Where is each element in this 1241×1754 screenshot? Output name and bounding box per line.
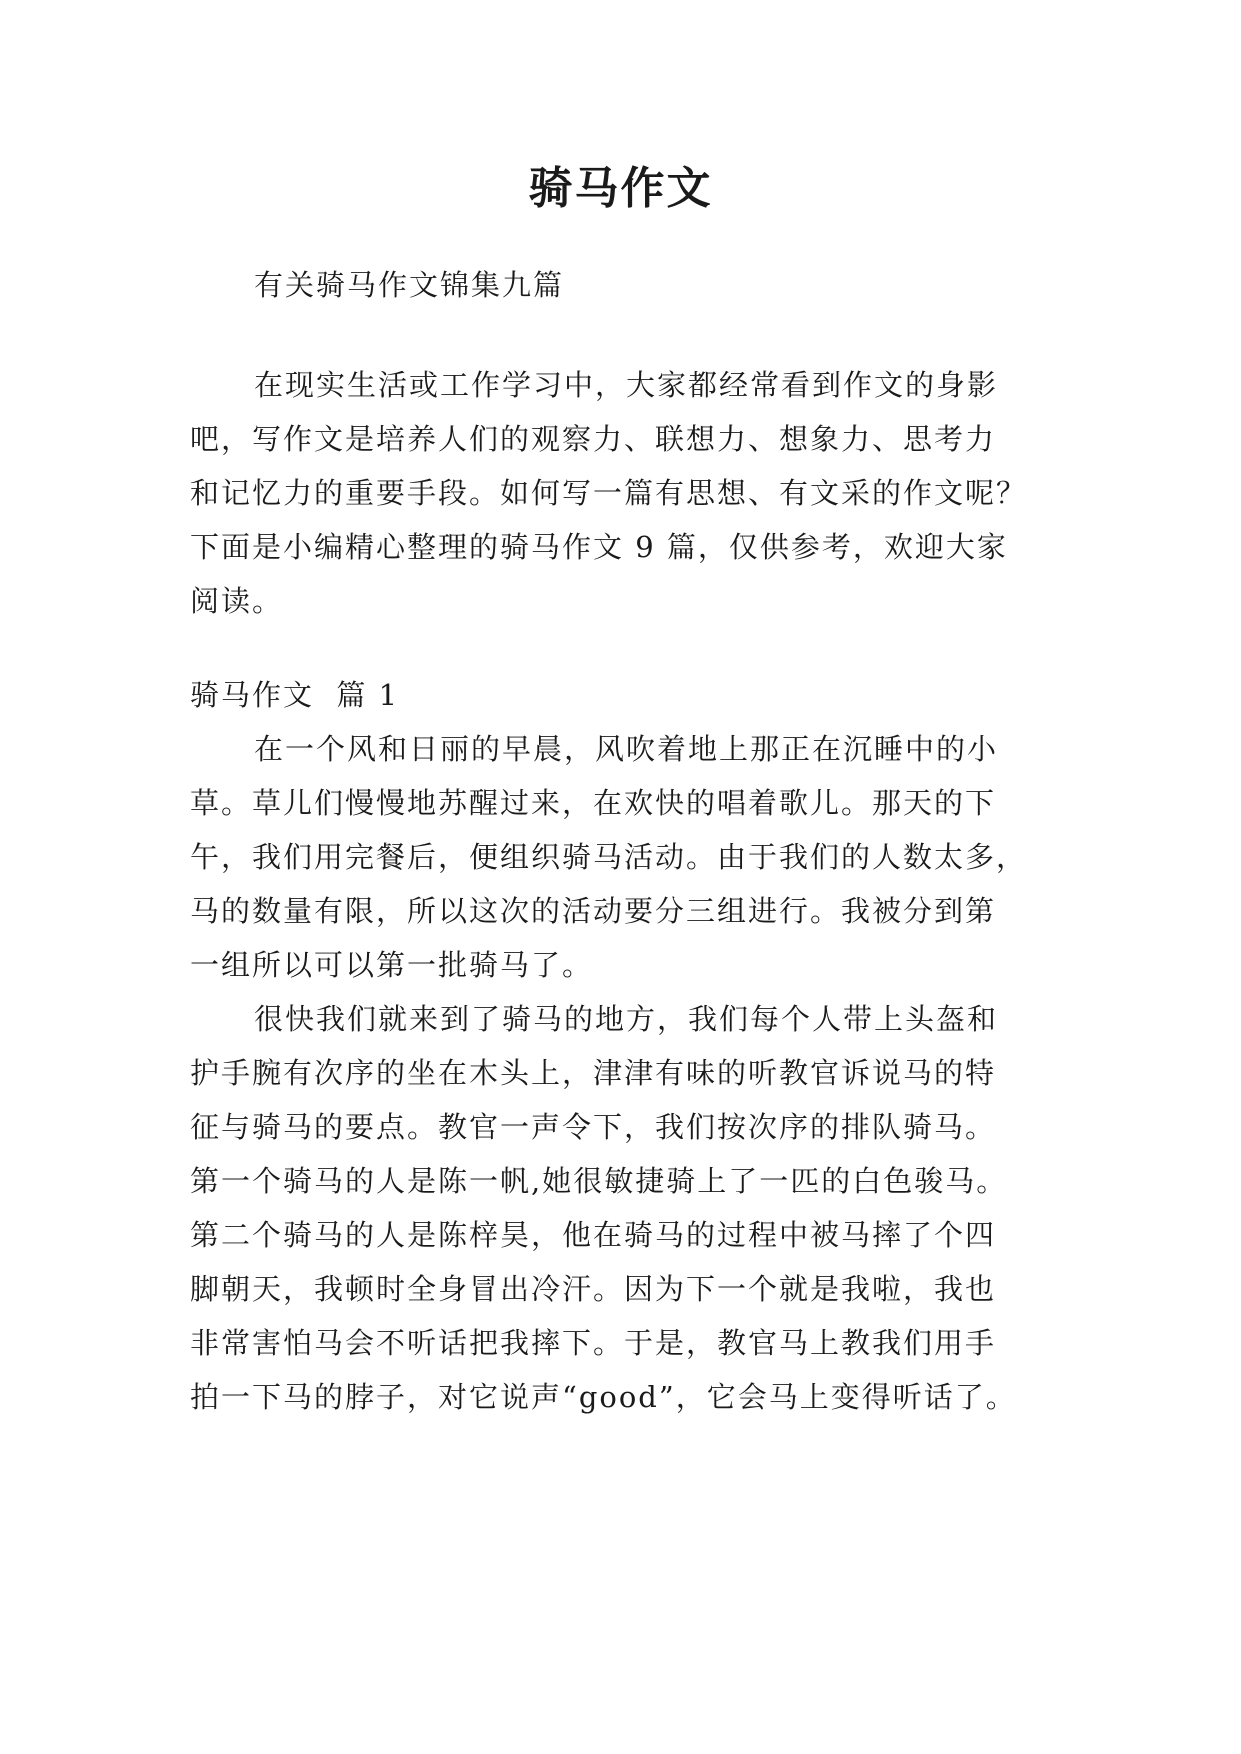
- text-line: 征与骑马的要点。教官一声令下，我们按次序的排队骑马。: [190, 1110, 997, 1144]
- text-line: 下面是小编精心整理的骑马作文 9 篇，仅供参考，欢迎大家: [190, 530, 1008, 564]
- text-line: 在现实生活或工作学习中，大家都经常看到作文的身影: [254, 368, 999, 402]
- section-paragraph-1: [190, 722, 1027, 992]
- text-line: 护手腕有次序的坐在木头上，津津有味的听教官诉说马的特: [190, 1056, 997, 1090]
- text-line: 第二个骑马的人是陈梓昊，他在骑马的过程中被马摔了个四: [190, 1218, 997, 1252]
- text-line: 非常害怕马会不听话把我摔下。于是，教官马上教我们用手: [190, 1326, 997, 1360]
- text-line: 拍一下马的脖子，对它说声“good”，它会马上变得听话了。: [190, 1380, 1017, 1414]
- section-paragraph-2: [190, 992, 1017, 1424]
- document-title: 骑马作文: [528, 163, 713, 214]
- text-line: 马的数量有限，所以这次的活动要分三组进行。我被分到第: [190, 894, 997, 928]
- text-line: 和记忆力的重要手段。如何写一篇有思想、有文采的作文呢？: [190, 476, 1028, 510]
- intro-paragraph: [190, 358, 1027, 628]
- text-line: 在一个风和日丽的早晨，风吹着地上那正在沉睡中的小: [254, 732, 999, 766]
- text-line: 一组所以可以第一批骑马了。: [190, 948, 594, 982]
- text-line: 第一个骑马的人是陈一帆,她很敏捷骑上了一匹的白色骏马。: [190, 1164, 1008, 1198]
- section-heading: 骑马作文 篇 1: [190, 678, 400, 712]
- text-line: 阅读。: [190, 584, 284, 618]
- text-line: 午，我们用完餐后，便组织骑马活动。由于我们的人数太多，: [190, 840, 1028, 874]
- text-line: 脚朝天，我顿时全身冒出冷汗。因为下一个就是我啦，我也: [190, 1272, 997, 1306]
- text-line: 很快我们就来到了骑马的地方，我们每个人带上头盔和: [254, 1002, 999, 1036]
- text-line: 吧，写作文是培养人们的观察力、联想力、想象力、思考力: [190, 422, 997, 456]
- document-subtitle: 有关骑马作文锦集九篇: [254, 268, 565, 302]
- text-line: 草。草儿们慢慢地苏醒过来，在欢快的唱着歌儿。那天的下: [190, 786, 997, 820]
